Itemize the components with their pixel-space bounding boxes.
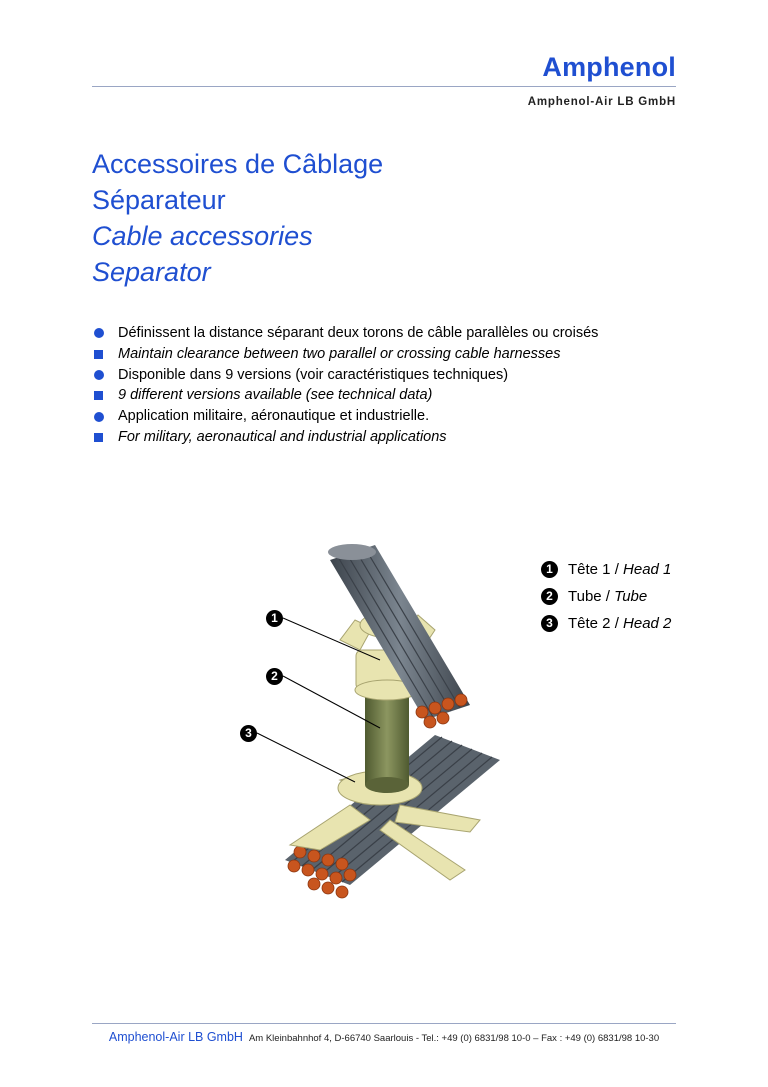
footer	[0, 1030, 768, 1044]
bullet-item: For military, aeronautical and industrial applications	[94, 427, 694, 448]
footer-address: Am Kleinbahnhof 4, D-66740 Saarlouis - Tel.: +49 (0) 6831/98 10-0 – Fax : +49 (0) 6831/98 10-30	[248, 1033, 660, 1044]
amphenol-logo: Amphenol	[542, 52, 676, 82]
callout-2: 2	[266, 667, 283, 685]
bullet-item: 9 different versions available (see technical data)	[94, 385, 694, 406]
legend-item: 1 Tête 1 / Head 1	[541, 556, 671, 583]
title-fr-main: Accessoires de Câblage	[92, 149, 384, 179]
bullet-item: Définissent la distance séparant deux torons de câble parallèles ou croisés	[94, 323, 694, 344]
company-name: Amphenol-Air LB GmbH	[527, 96, 676, 108]
bullet-item: Application militaire, aéronautique et industrielle.	[94, 406, 694, 427]
bullet-item: Disponible dans 9 versions (voir caractéristiques techniques)	[94, 365, 694, 386]
parts-legend	[541, 556, 671, 637]
title-fr-sub: Séparateur	[92, 185, 226, 215]
title-en-main: Cable accessories	[92, 221, 313, 251]
legend-item: 3 Tête 2 / Head 2	[541, 610, 671, 637]
bullet-item: Maintain clearance between two parallel or crossing cable harnesses	[94, 344, 694, 365]
title-en-sub: Separator	[92, 257, 211, 287]
legend-item: 2 Tube / Tube	[541, 583, 671, 610]
footer-company: Amphenol-Air LB GmbH	[108, 1030, 243, 1044]
footer-divider	[92, 1023, 676, 1024]
callout-1: 1	[266, 609, 283, 627]
callout-3: 3	[240, 724, 257, 742]
